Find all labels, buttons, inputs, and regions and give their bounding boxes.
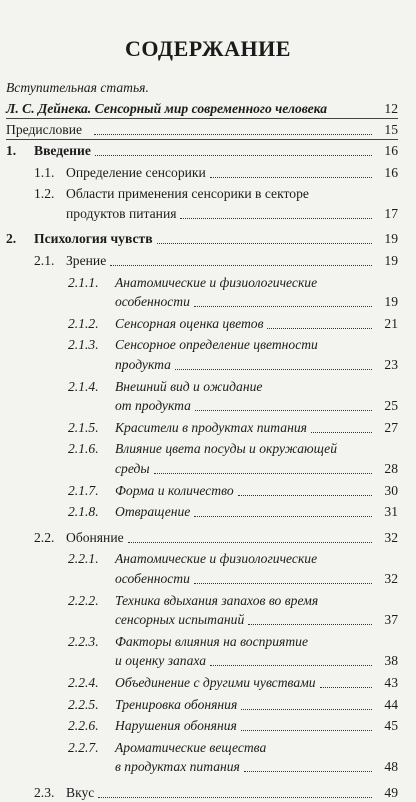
- toc-entry-page-number: 43: [384, 675, 398, 690]
- toc-entry-title: Психология чувств: [34, 231, 153, 247]
- leader-dots: [241, 730, 372, 731]
- toc-entry-title: Анатомические и физиологические: [115, 274, 318, 290]
- leader-dots: [157, 243, 372, 244]
- toc-entry-number: 2.2.2.: [68, 592, 99, 608]
- toc-entry-title: сенсорных испытаний: [115, 612, 245, 628]
- toc-entry-line[interactable]: [0, 336, 398, 354]
- leader-dots: [238, 495, 372, 496]
- toc-entry-page-number: 19: [384, 253, 398, 268]
- toc-entry-number: 1.2.: [34, 186, 55, 202]
- toc-entry-line[interactable]: [0, 230, 398, 248]
- toc-entry-line[interactable]: [0, 419, 398, 437]
- leader-dots: [195, 410, 372, 411]
- toc-entry-line[interactable]: [0, 739, 398, 757]
- toc-entry-number: 1.1.: [34, 164, 55, 180]
- toc-entry-title: Вкус: [66, 785, 95, 800]
- intro-author-line: Л. С. Дейнека. Сенсорный мир современного человека: [6, 101, 328, 116]
- toc-entry-line[interactable]: [0, 674, 398, 692]
- toc-entry-title: в продуктах питания: [115, 759, 240, 775]
- toc-entry-number: 1.: [6, 143, 17, 158]
- toc-entry-line[interactable]: [0, 378, 398, 396]
- toc-entry-line[interactable]: [0, 185, 398, 203]
- toc-entry-line[interactable]: [0, 397, 398, 415]
- leader-dots: [180, 218, 372, 219]
- toc-entry-title: Форма и количество: [115, 482, 234, 498]
- leader-dots: [248, 624, 372, 625]
- toc-entry-title: Влияние цвета посуды и окружающей: [115, 441, 338, 457]
- toc-entry-title: Объединение с другими чувствами: [115, 675, 316, 690]
- toc-entry-page-number: 19: [384, 294, 398, 310]
- toc-entry-line[interactable]: [0, 440, 398, 458]
- leader-dots: [110, 265, 372, 266]
- toc-entry-number: 2.1.6.: [68, 441, 99, 457]
- leader-dots: [241, 709, 372, 710]
- toc-entry-line[interactable]: [0, 482, 398, 500]
- toc-entry-number: 2.1.3.: [68, 337, 99, 353]
- toc-entry-number: 2.2.6.: [68, 718, 99, 734]
- toc-entry-title: Отвращение: [115, 504, 191, 520]
- toc-entry-line[interactable]: [0, 696, 398, 714]
- toc-entry-number: 2.1.7.: [68, 482, 99, 498]
- toc-entry-page-number: 17: [384, 205, 398, 221]
- toc-entry-title: Определение сенсорики: [66, 164, 206, 180]
- leader-dots: [154, 473, 372, 474]
- leader-dots: [94, 134, 372, 135]
- leader-dots: [320, 687, 372, 688]
- intro-label: Вступительная статья.: [6, 80, 149, 95]
- toc-entry-line[interactable]: [0, 356, 398, 374]
- toc-entry-page-number: 31: [384, 504, 398, 520]
- toc-entry-page-number: 38: [384, 653, 398, 669]
- toc-entry-title: Введение: [34, 143, 91, 158]
- toc-entry-page-number: 37: [384, 612, 398, 628]
- toc-entry-number: 2.1.2.: [68, 315, 99, 331]
- toc-entry-line[interactable]: [0, 550, 398, 568]
- toc-entry-title: Сенсорная оценка цветов: [115, 315, 264, 331]
- toc-entry-title: и оценку запаха: [115, 653, 207, 669]
- toc-entry-page-number: 48: [384, 759, 398, 775]
- toc-entry-number: 2.2.1.: [68, 551, 99, 567]
- toc-entry-number: 2.2.3.: [68, 633, 99, 649]
- toc-entry-line[interactable]: [0, 611, 398, 629]
- toc-entry-title: продуктов питания: [66, 205, 177, 221]
- toc-entry-page-number: 27: [384, 419, 398, 435]
- leader-dots: [194, 516, 372, 517]
- toc-entry-page-number: 23: [384, 357, 398, 372]
- leader-dots: [98, 797, 372, 798]
- toc-entry-title: Внешний вид и ожидание: [115, 378, 263, 394]
- toc-entry-number: 2.2.: [34, 529, 55, 545]
- leader-dots: [194, 306, 372, 307]
- toc-entry-number: 2.2.7.: [68, 739, 99, 755]
- intro-page-number: 12: [384, 101, 398, 116]
- toc-entry-title: особенности: [115, 571, 190, 586]
- toc-entry-title: Ароматические вещества: [115, 739, 267, 755]
- toc-entry-page-number: 21: [384, 315, 398, 331]
- leader-dots: [210, 665, 372, 666]
- toc-entry-number: 2.1.4.: [68, 378, 99, 394]
- toc-entry-title: Красители в продуктах питания: [115, 419, 307, 435]
- toc-entry-title: Нарушения обоняния: [115, 718, 237, 734]
- toc-entry-line[interactable]: [0, 592, 398, 610]
- toc-entry-page-number: 32: [384, 571, 398, 586]
- leader-dots: [95, 155, 372, 156]
- toc-entry-page-number: 25: [384, 398, 398, 414]
- toc-entry-title: Анатомические и физиологические: [115, 551, 318, 567]
- toc-entry-number: 2.2.4.: [68, 675, 99, 690]
- leader-dots: [194, 583, 372, 584]
- toc-entry-number: 2.3.: [34, 785, 55, 800]
- toc-entry-line[interactable]: [0, 784, 398, 802]
- toc-entry-line[interactable]: [0, 252, 398, 270]
- toc-entry-title: Обоняние: [66, 529, 124, 545]
- toc-entry-page-number: 30: [384, 482, 398, 498]
- toc-entry-page-number: 19: [384, 231, 398, 247]
- toc-entry-number: 2.1.5.: [68, 419, 99, 435]
- preface-entry[interactable]: [6, 121, 398, 139]
- toc-entry-line[interactable]: [0, 503, 398, 521]
- toc-entry-page-number: 32: [384, 529, 398, 545]
- toc-entry-line[interactable]: [0, 164, 398, 182]
- toc-entry-title: Зрение: [66, 253, 107, 268]
- toc-entry-title: особенности: [115, 294, 190, 310]
- toc-entry-page-number: 45: [384, 718, 398, 734]
- toc-entry-line[interactable]: [0, 142, 398, 160]
- toc-entry-line[interactable]: [0, 652, 398, 670]
- toc-entry-line[interactable]: [0, 758, 398, 776]
- toc-entry-number: 2.2.5.: [68, 696, 99, 712]
- leader-dots: [267, 328, 372, 329]
- leader-dots: [311, 432, 372, 433]
- leader-dots: [175, 369, 372, 370]
- toc-entry-page-number: 44: [384, 696, 398, 712]
- toc-entry-number: 2.1.8.: [68, 504, 99, 520]
- toc-entry-line[interactable]: [0, 205, 398, 223]
- toc-entry-page-number: 16: [384, 143, 398, 158]
- intro-label-row: [6, 79, 398, 97]
- toc-entry-title: среды: [115, 461, 150, 476]
- toc-entry-line[interactable]: [0, 274, 398, 292]
- toc-entry-page-number: 28: [384, 461, 398, 476]
- toc-entry-title: Тренировка обоняния: [115, 696, 238, 712]
- toc-entry-title: Области применения сенсорики в секторе: [66, 186, 309, 202]
- leader-dots: [210, 177, 372, 178]
- toc-entry-title: Сенсорное определение цветности: [115, 337, 318, 353]
- toc-entry-title: Техника вдыхания запахов во время: [115, 592, 319, 608]
- toc-entry-line[interactable]: [0, 293, 398, 311]
- intro-entry[interactable]: [6, 100, 398, 118]
- toc-entry-title: от продукта: [115, 398, 191, 414]
- divider: [6, 118, 398, 119]
- page-title: СОДЕРЖАНИЕ: [125, 36, 291, 61]
- toc-entry-line[interactable]: [0, 315, 398, 333]
- toc-entry-title: продукта: [115, 357, 171, 372]
- toc-entry-page-number: 49: [384, 785, 398, 800]
- toc-entry-line[interactable]: [0, 633, 398, 651]
- toc-entry-number: 2.1.1.: [68, 274, 99, 290]
- toc-entry-line[interactable]: [0, 529, 398, 547]
- preface-label: Предисловие: [6, 122, 83, 137]
- toc-entry-page-number: 16: [384, 164, 398, 180]
- leader-dots: [244, 771, 372, 772]
- divider: [6, 139, 398, 140]
- toc-entry-line[interactable]: [0, 460, 398, 478]
- toc-entry-line[interactable]: [0, 570, 398, 588]
- toc-entry-number: 2.1.: [34, 253, 55, 268]
- toc-entry-title: Факторы влияния на восприятие: [115, 633, 308, 649]
- toc-entry-number: 2.: [6, 231, 17, 247]
- toc-entry-line[interactable]: [0, 717, 398, 735]
- preface-page-number: 15: [384, 122, 398, 137]
- leader-dots: [128, 542, 372, 543]
